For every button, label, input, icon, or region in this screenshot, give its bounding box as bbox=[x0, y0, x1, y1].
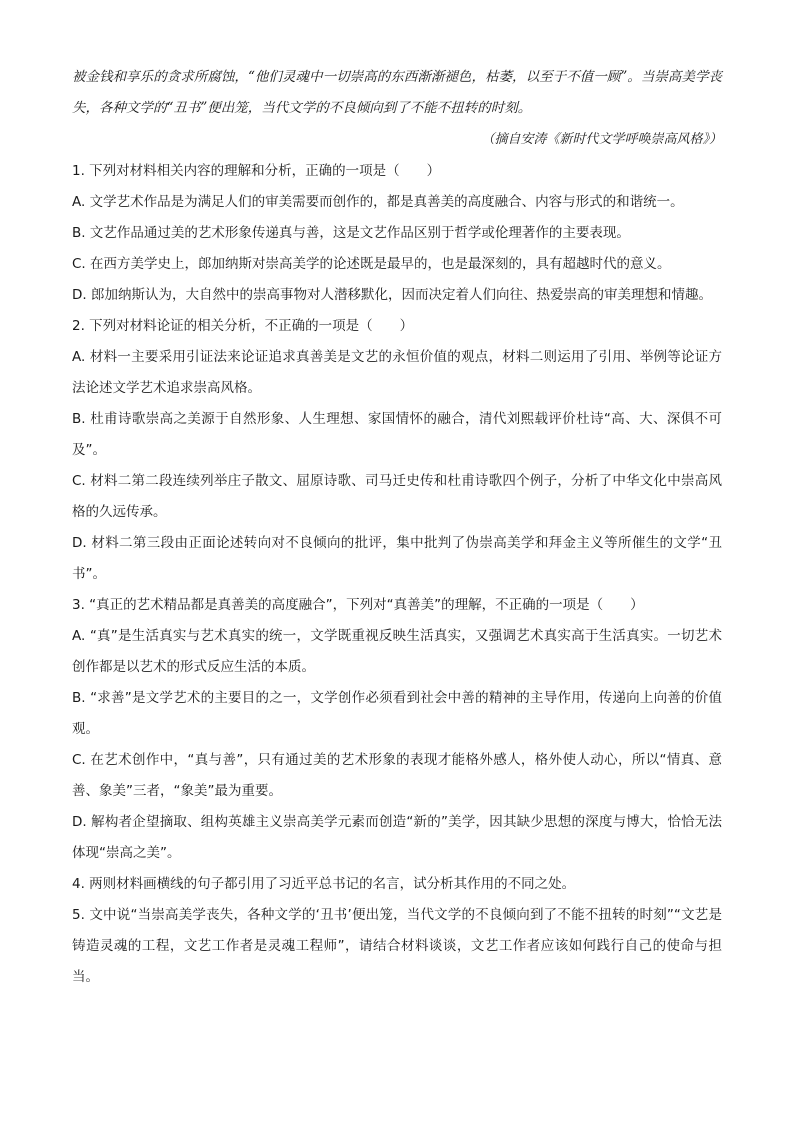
question-stem: 5. 文中说“当崇高美学丧失，各种文学的‘丑书’便出笼，当代文学的不良倾向到了不能不扭转的时刻”“文艺是铸造灵魂的工程，文艺工作者是灵魂工程师”，请结合材料谈谈，文艺工作者应该如何践行自己的使命与担当。 bbox=[72, 907, 722, 985]
question-stem: 1. 下列对材料相关内容的理解和分析，正确的一项是（ ） bbox=[72, 163, 441, 179]
question-stem: 3. “真正的艺术精品都是真善美的高度融合”，下列对“真善美”的理解，不正确的一项是（ ） bbox=[72, 597, 644, 613]
passage-source: （摘自安涛《新时代文学呼唤崇高风格》） bbox=[481, 132, 722, 147]
option-a: A. 材料一主要采用引证法来论证追求真善美是文艺的永恒价值的观点，材料二则运用了引用、举例等论证方法论述文学艺术追求崇高风格。 bbox=[72, 349, 722, 396]
option-b: B. 杜甫诗歌崇高之美源于自然形象、人生理想、家国情怀的融合，清代刘熙载评价杜诗“高、大、深俱不可及”。 bbox=[72, 411, 722, 458]
option-b: B. “求善”是文学艺术的主要目的之一，文学创作必须看到社会中善的精神的主导作用，传递向上向善的价值观。 bbox=[72, 690, 722, 737]
question-3 bbox=[72, 590, 722, 869]
option-a: A. 文学艺术作品是为满足人们的审美需要而创作的，都是真善美的高度融合、内容与形式的和谐统一。 bbox=[72, 194, 684, 210]
option-a: A. “真”是生活真实与艺术真实的统一，文学既重视反映生活真实，又强调艺术真实高于生活真实。一切艺术创作都是以艺术的形式反应生活的本质。 bbox=[72, 628, 722, 675]
option-c: C. 在艺术创作中，“真与善”，只有通过美的艺术形象的表现才能格外感人，格外使人动心，所以“情真、意善、象美”三者，“象美”最为重要。 bbox=[72, 752, 722, 799]
question-2 bbox=[72, 311, 722, 590]
question-1 bbox=[72, 156, 722, 311]
option-d: D. 郎加纳斯认为，大自然中的崇高事物对人潜移默化，因而决定着人们向往、热爱崇高的审美理想和情趣。 bbox=[72, 287, 712, 303]
option-d: D. 解构者企望摘取、组构英雄主义崇高美学元素而创造“新的”美学，因其缺少思想的深度与博大，恰恰无法体现“崇高之美”。 bbox=[72, 814, 722, 861]
passage-excerpt: 被金钱和享乐的贪求所腐蚀，“他们灵魂中一切崇高的东西渐渐褪色，枯萎，以至于不值一顾”。当崇高美学丧失，各种文学的“丑书”便出笼，当代文学的不良倾向到了不能不扭转的时刻。 bbox=[72, 69, 722, 116]
option-b: B. 文艺作品通过美的艺术形象传递真与善，这是文艺作品区别于哲学或伦理著作的主要表现。 bbox=[72, 225, 630, 241]
question-stem: 4. 两则材料画横线的句子都引用了习近平总书记的名言，试分析其作用的不同之处。 bbox=[72, 876, 576, 892]
option-d: D. 材料二第三段由正面论述转向对不良倾向的批评，集中批判了伪崇高美学和拜金主义等所催生的文学“丑书”。 bbox=[72, 535, 722, 582]
option-c: C. 在西方美学史上，郎加纳斯对崇高美学的论述既是最早的，也是最深刻的，具有超越时代的意义。 bbox=[72, 256, 671, 272]
question-4 bbox=[72, 869, 722, 900]
question-5 bbox=[72, 900, 722, 993]
option-c: C. 材料二第二段连续列举庄子散文、屈原诗歌、司马迁史传和杜甫诗歌四个例子，分析了中华文化中崇高风格的久远传承。 bbox=[72, 473, 722, 520]
question-stem: 2. 下列对材料论证的相关分析，不正确的一项是（ ） bbox=[72, 318, 414, 334]
document-page bbox=[72, 62, 722, 993]
